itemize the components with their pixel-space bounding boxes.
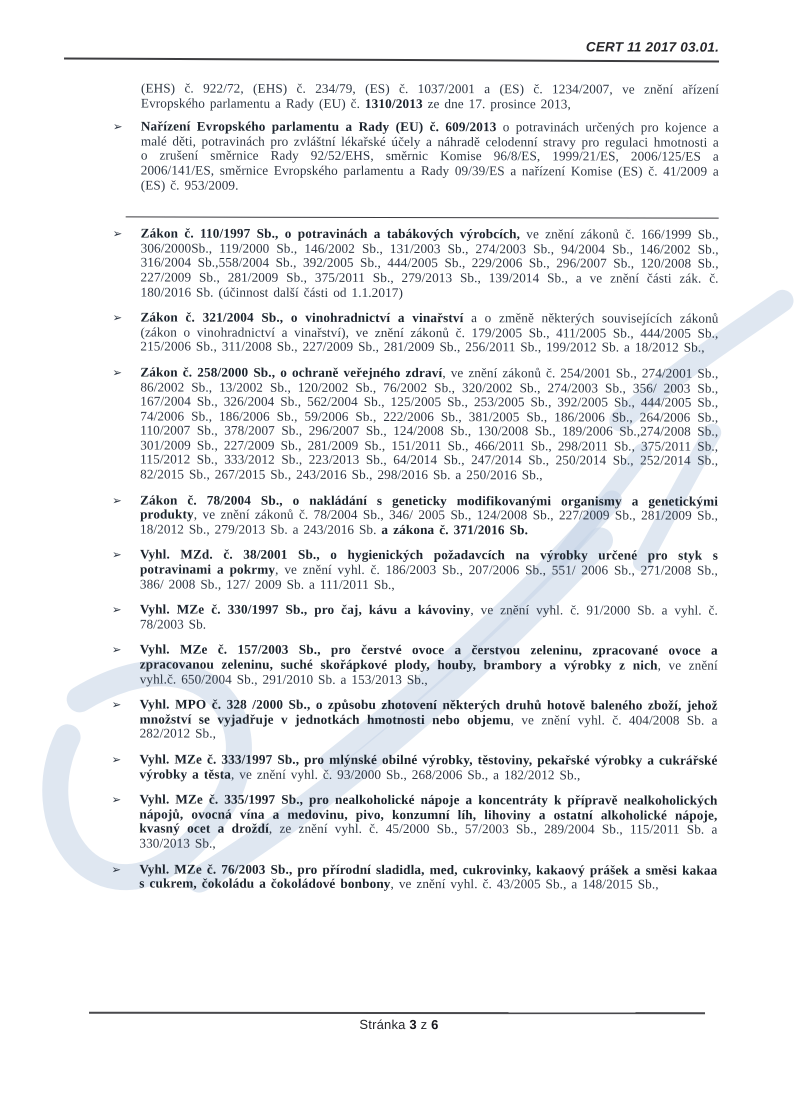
footer-page-word: Stránka	[359, 1016, 406, 1033]
header-rule	[64, 57, 719, 62]
list-item	[111, 546, 719, 593]
bullet-arrow-icon: ➢	[111, 547, 122, 562]
amendments-text: , ve znění vyhl.č. 650/2004 Sb., 291/2010 Sb. a 153/2013 Sb.,	[139, 657, 718, 687]
bullet-arrow-icon: ➢	[111, 861, 122, 876]
list-item	[112, 225, 719, 301]
law-title-bold: Zákon č. 321/2004 Sb., o vinohradnictví a vinařství	[140, 309, 464, 326]
law-title-bold: Zákon č. 110/1997 Sb., o potravinách a tabákových výrobcích,	[140, 225, 521, 242]
bullet-arrow-icon: ➢	[112, 365, 123, 380]
amendments-text: , ve znění vyhl. č. 93/2000 Sb., 268/2006 Sb., a 182/2012 Sb.,	[230, 766, 581, 782]
page-number-footer	[0, 1016, 799, 1033]
amendments-text: , ve znění vyhl. č. 91/2000 Sb. a vyhl. č. 78/2003 Sb.	[139, 602, 718, 632]
amendments-text: , ve znění vyhl. č. 186/2003 Sb., 207/2006 Sb., 551/ 2006 Sb., 271/2008 Sb., 386/ 2008 Sb., 127/ 2009 Sb. a 111/2011 Sb.,	[139, 561, 718, 592]
amendments-text: (EHS) č. 922/72, (EHS) č. 234/79, (ES) č. 1037/2001 a (ES) č. 1234/2007, ve znění ařízení Evropského parlamentu a Rady (EU) č.	[140, 80, 719, 111]
amendments-text: a o změně některých souvisejících zákonů (zákon o vinohradnictví a vinařství), ve znění zákonů č. 179/2005 Sb., 411/2005 Sb., 444/2005 Sb., 215/2006 Sb., 311/2008 Sb., 227/2009 Sb., 281/2009 Sb., 256/2011 Sb., 199/2012 Sb. a 18/2012 Sb.,	[140, 310, 719, 355]
bullet-arrow-icon: ➢	[112, 226, 123, 241]
bullet-arrow-icon: ➢	[111, 752, 122, 767]
amendments-text: , ve znění zákonů č. 254/2001 Sb., 274/2001 Sb., 86/2002 Sb., 13/2002 Sb., 120/2002 Sb., 76/2002 Sb., 320/2002 Sb., 274/2003 Sb., 356/ 2003 Sb., 167/2004 Sb., 326/2004 Sb., 562/2004 Sb., 125/2005 Sb., 253/2005 Sb., 392/2005 Sb., 444/2005 Sb., 74/2006 Sb., 186/2006 Sb., 59/2006 Sb., 222/2006 Sb., 381/2005 Sb., 186/2006 Sb., 264/2006 Sb., 110/2007 Sb., 378/2007 Sb., 296/2007 Sb., 124/2008 Sb., 130/2008 Sb., 189/2006 Sb.,274/2008 Sb., 301/2009 Sb., 227/2009 Sb., 281/2009 Sb., 151/2011 Sb., 466/2011 Sb., 298/2011 Sb., 375/2011 Sb., 115/2012 Sb., 333/2012 Sb., 223/2013 Sb., 64/2014 Sb., 247/2014 Sb., 250/2014 Sb., 252/2014 Sb., 82/2015 Sb., 267/2015 Sb., 243/2016 Sb., 298/2016 Sb. a 250/2016 Sb.,	[140, 364, 719, 483]
section-separator	[126, 217, 719, 219]
list-item	[112, 492, 719, 538]
bullet-arrow-icon: ➢	[111, 642, 122, 657]
paragraph	[141, 81, 719, 111]
bullet-arrow-icon: ➢	[112, 493, 122, 508]
list-item	[112, 364, 719, 483]
list-item	[111, 696, 718, 743]
list-item	[111, 860, 718, 892]
footer-current-page: 3	[409, 1017, 417, 1033]
amendments-text: , ze znění vyhl. č. 45/2000 Sb., 57/2003 Sb., 289/2004 Sb., 115/2011 Sb. a 330/2013 Sb.,	[139, 821, 718, 851]
law-title-bold: Vyhl. MZe č. 157/2003 Sb., pro čerstvé ovoce a čerstvou zeleninu, zpracované ovoce a zpracovanou zeleninu, suché skořápkové plody, houby, brambory a výrobky z nich	[139, 641, 718, 673]
law-title-bold: 1310/2013	[364, 95, 423, 111]
amendments-text: , ve znění zákonů č. 78/2004 Sb., 346/ 2005 Sb., 124/2008 Sb., 227/2009 Sb., 281/2009 Sb., 18/2012 Sb., 279/2013 Sb. a 243/2016 Sb.	[140, 506, 719, 537]
list-item	[111, 641, 718, 688]
law-title-bold: a zákona č. 371/2016 Sb.	[381, 521, 529, 538]
bullet-arrow-icon: ➢	[111, 697, 122, 712]
list-item	[112, 309, 719, 356]
list-item	[111, 601, 718, 633]
header-document-code: CERT 11 2017 03.01.	[585, 39, 720, 55]
list-item	[112, 118, 719, 194]
amendments-text: o potravinách určených pro kojence a malé děti, potravinách pro zvláštní lékařské účely a náhradě celodenní stravy pro regulaci hmotnosti a o zrušení směrnice Rady 92/52/EHS, směrnic Komise 96/8/ES, 1999/21/ES, 2006/125/ES a 2006/141/ES, směrnice Evropského parlamentu a Rady 09/39/ES a nařízení Komise (ES) č. 41/2009 a (ES) č. 953/2009.	[140, 119, 719, 193]
amendments-text: ze dne 17. prosince 2013,	[422, 95, 571, 111]
document-body	[111, 80, 719, 903]
law-title-bold: Vyhl. MZe č. 330/1997 Sb., pro čaj, kávu a kávoviny	[139, 601, 471, 618]
law-title-bold: Vyhl. MZe č. 335/1997 Sb., pro nealkoholické nápoje a koncentráty k přípravě nealkoholických nápojů, ovocná vína a medovinu, pivo, konzumní líh, lihoviny a ostatní alkoholické nápoje, kvasný ocet a droždí	[139, 791, 718, 837]
law-title-bold: Vyhl. MZe č. 333/1997 Sb., pro mlýnské obilné výrobky, těstoviny, pekařské výrobky a cukrářské výrobky a těsta	[139, 751, 718, 782]
bullet-arrow-icon: ➢	[111, 792, 122, 807]
amendments-text: , ve znění vyhl. č. 404/2008 Sb. a 282/2012 Sb.,	[139, 712, 718, 741]
law-title-bold: Vyhl. MZd. č. 38/2001 Sb., o hygienických požadavcích na výrobky určené pro styk s potravinami a pokrmy	[139, 546, 719, 577]
footer-of-word: z	[420, 1017, 428, 1033]
law-title-bold: Zákon č. 78/2004 Sb., o nakládání s geneticky modifikovanými organismy a genetickými produkty	[140, 492, 719, 522]
bullet-arrow-icon: ➢	[112, 119, 123, 134]
amendments-text: ve znění zákonů č. 166/1999 Sb., 306/2000Sb., 119/2000 Sb., 146/2002 Sb., 131/2003 Sb., 274/2003 Sb., 94/2004 Sb., 146/2002 Sb., 316/2004 Sb.,558/2004 Sb., 392/2005 Sb., 444/2005 Sb., 229/2006 Sb., 296/2007 Sb., 120/2008 Sb., 227/2009 Sb., 281/2009 Sb., 375/2011 Sb., 279/2013 Sb., 139/2014 Sb., a ve znění části zák. č. 180/2016 Sb. (účinnost další části od 1.1.2017)	[140, 226, 719, 300]
law-title-bold: Vyhl. MZe č. 76/2003 Sb., pro přírodní sladidla, med, cukrovinky, kakaový prášek a směsi kakaa s cukrem, čokoládu a čokoládové bonbony	[139, 860, 718, 892]
footer-rule	[89, 1012, 705, 1014]
law-title-bold: Nařízení Evropského parlamentu a Rady (EU) č. 609/2013	[140, 118, 497, 135]
bullet-arrow-icon: ➢	[111, 602, 122, 617]
amendments-text: , ve znění vyhl. č. 43/2005 Sb., a 148/2015 Sb.,	[390, 876, 659, 892]
law-title-bold: Zákon č. 258/2000 Sb., o ochraně veřejného zdraví	[140, 364, 443, 380]
list-item	[111, 791, 718, 853]
list-item	[111, 751, 718, 782]
law-title-bold: Vyhl. MPO č. 328 /2000 Sb., o způsobu zhotovení některých druhů hotově baleného zboží, jehož množství se vyjadřuje v jednotkách hmotnosti nebo objemu	[139, 696, 718, 728]
bullet-arrow-icon: ➢	[112, 310, 123, 325]
footer-total-pages: 6	[431, 1017, 439, 1033]
